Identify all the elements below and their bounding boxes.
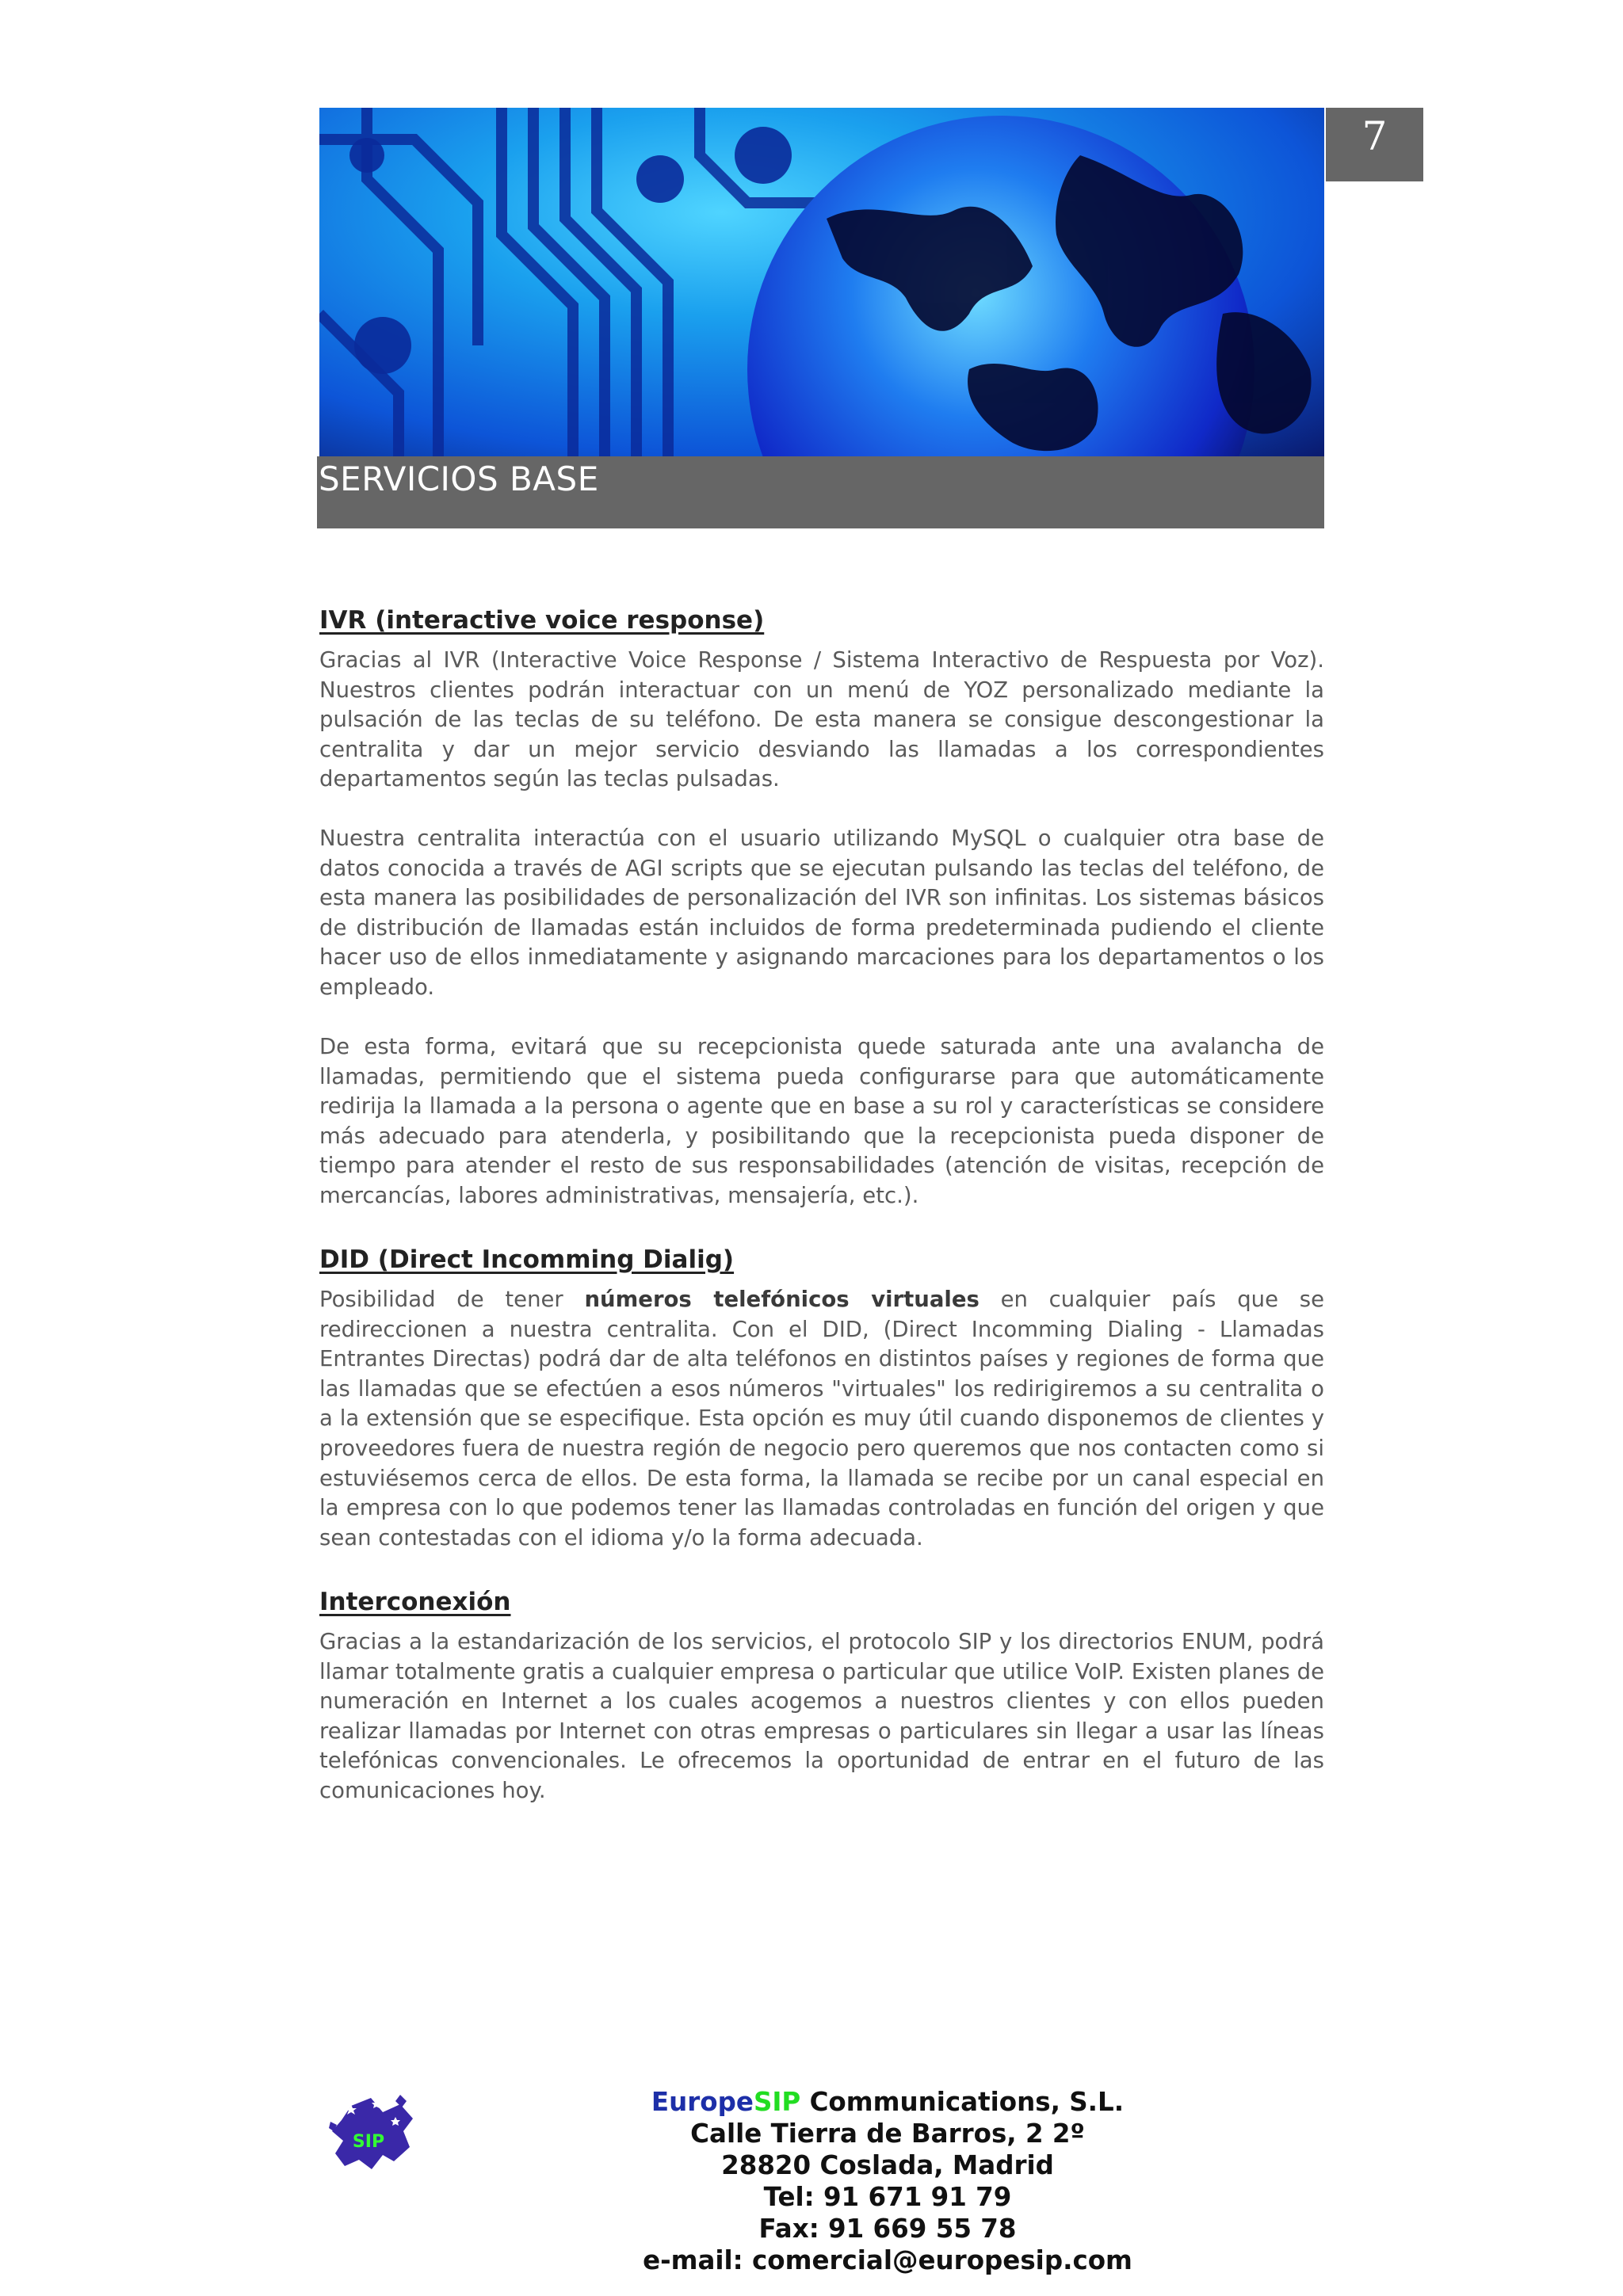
fax: Fax: 91 669 55 78 — [758, 2214, 1017, 2244]
telephone: Tel: 91 671 91 79 — [763, 2182, 1012, 2212]
email-link[interactable]: e-mail: comercial@europesip.com — [643, 2245, 1132, 2275]
section-title-bar — [317, 456, 1324, 528]
did-rest: en cualquier país que se redireccionen a nuestra centralita. Con el DID, (Direct Incomming Dialing - Llamadas Entrantes Directas) podrá dar de alta teléfonos en distintos países y regiones de forma que las llamadas que se efectúen a esos números "virtuales" los redirigiremos a su centralita o a la extensión que se especifique. Esta opción es muy útil cuando disponemos de clientes y proveedores fuera de nuestra región de negocio pero queremos que nos contacten como si estuviésemos cerca de ellos. De esta forma, la llamada se recibe por un canal especial en la empresa con lo que podemos tener las llamadas controladas en función del origen y que sean contestadas con el idioma y/o la forma adecuada. — [319, 1287, 1324, 1550]
page-number: 7 — [1361, 113, 1388, 159]
brand-europe: Europe — [651, 2087, 754, 2117]
interconexion-heading: Interconexión — [319, 1588, 511, 1616]
address-line-2: 28820 Coslada, Madrid — [721, 2150, 1054, 2180]
logo-sip-text: SIP — [352, 2132, 385, 2152]
did-intro: Posibilidad de tener — [319, 1287, 585, 1312]
section-title: SERVICIOS BASE — [319, 460, 599, 498]
header-banner-image — [319, 108, 1324, 456]
page-number-box — [1326, 108, 1423, 181]
ivr-heading: IVR (interactive voice response) — [319, 606, 765, 635]
did-bold-phrase: números telefónicos virtuales — [584, 1287, 980, 1312]
company-suffix: Communications, S.L. — [800, 2087, 1125, 2117]
ivr-paragraph-3: De esta forma, evitará que su recepcionista quede saturada ante una avalancha de llamadas, permitiendo que el sistema pueda configurarse para que automáticamente redirija la llamada a la persona o agente que en base a su rol y características se considere más adecuado para atenderla, y posibilitando que la recepcionista pueda disponer de tiempo para atender el resto de sus responsabilidades (atención de visitas, recepción de mercancías, labores administrativas, mensajería, etc.). — [319, 1034, 1324, 1208]
address-line-1: Calle Tierra de Barros, 2 2º — [690, 2119, 1085, 2149]
did-paragraph — [319, 1285, 1324, 1553]
ivr-paragraph-2: Nuestra centralita interactúa con el usuario utilizando MySQL o cualquier otra base de datos conocida a través de AGI scripts que se ejecutan pulsando las teclas del teléfono, de esta manera las posibilidades de personalización del IVR son infinitas. Los sistemas básicos de distribución de llamadas están incluidos de forma predeterminada pudiendo el cliente hacer uso de ellos inmediatamente y asignando marcaciones para los departamentos o los empleado. — [319, 826, 1324, 1000]
ivr-paragraph-1: Gracias al IVR (Interactive Voice Response / Sistema Interactivo de Respuesta por Voz). Nuestros clientes podrán interactuar con un menú de YOZ personalizado mediante la pulsación de las teclas de su teléfono. De esta manera se consigue descongestionar la centralita y dar un mejor servicio desviando las llamadas a los correspondientes departamentos según las teclas pulsadas. — [319, 647, 1324, 792]
brand-sip: SIP — [753, 2087, 801, 2117]
did-heading: DID (Direct Incomming Dialig) — [319, 1245, 735, 1274]
company-name — [555, 2086, 1220, 2118]
footer-contact — [555, 2086, 1220, 2276]
interconexion-paragraph: Gracias a la estandarización de los servicios, el protocolo SIP y los directorios ENUM, podrá llamar totalmente gratis a cualquier empresa o particular que utilice VoIP. Existen planes de numeración en Internet a los cuales acogemos a nuestros clientes y con ellos pueden realizar llamadas por Internet con otras empresas o particulares sin llegar a usar las líneas telefónicas convencionales. Le ofrecemos la oportunidad de entrar en el futuro de las comunicaciones hoy. — [319, 1629, 1324, 1803]
circuit-globe-illustration — [319, 108, 1324, 456]
europesip-logo — [327, 2090, 418, 2174]
